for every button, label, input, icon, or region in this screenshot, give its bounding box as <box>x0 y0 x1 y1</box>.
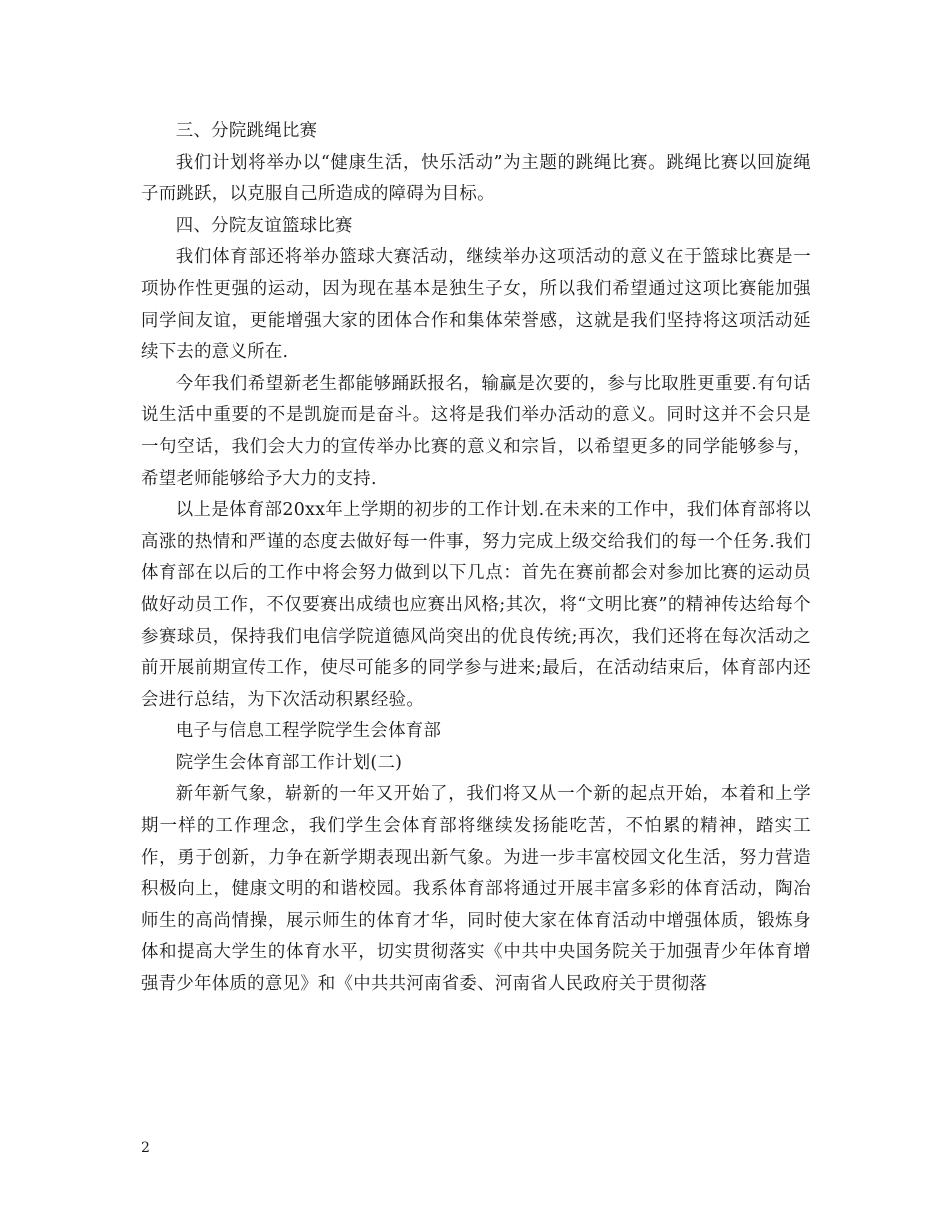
section-heading-basketball: 四、分院友谊篮球比赛 <box>175 215 353 236</box>
signature-department: 电子与信息工程学院学生会体育部 <box>175 721 442 742</box>
section-heading-plan-two: 院学生会体育部工作计划(二) <box>175 752 403 773</box>
paragraph-basketball: 我们体育部还将举办篮球大赛活动，继续举办这项活动的意义在于篮球比赛是一项协作性更强的运动，因为现在基本是独生子女，所以我们希望通过这项比赛能加强同学间友谊，更能增强大家的团体合作和集体荣誉感，这就是我们坚持将这项活动延续下去的意义所在. <box>141 247 811 363</box>
page-number: 2 <box>141 1140 150 1156</box>
paragraph-rope-skipping: 我们计划将举办以“健康生活，快乐活动”为主题的跳绳比赛。跳绳比赛以回旋绳子而跳跃，以克服自己所造成的障碍为目标。 <box>141 152 811 205</box>
paragraph-participation: 今年我们希望新老生都能够踊跃报名，输赢是次要的，参与比取胜更重要.有句话说生活中重要的不是凯旋而是奋斗。这将是我们举办活动的意义。同时这并不会只是一句空话，我们会大力的宣传举办比赛的意义和宗旨，以希望更多的同学能够参与，希望老师能够给予大力的支持. <box>141 373 811 489</box>
paragraph-summary: 以上是体育部20xx年上学期的初步的工作计划.在未来的工作中，我们体育部将以高涨的热情和严谨的态度去做好每一件事，努力完成上级交给我们的每一个任务.我们体育部在以后的工作中将会努力做到以下几点：首先在赛前都会对参加比赛的运动员做好动员工作，不仅要赛出成绩也应赛出风格;其次，将“文明比赛”的精神传达给每个参赛球员，保持我们电信学院道德风尚突出的优良传统;再次，我们还将在每次活动之前开展前期宣传工作，使尽可能多的同学参与进来;最后，在活动结束后，体育部内还会进行总结，为下次活动积累经验。 <box>141 500 811 710</box>
document-body <box>141 116 811 1001</box>
paragraph-new-year: 新年新气象，崭新的一年又开始了，我们将又从一个新的起点开始，本着和上学期一样的工作理念，我们学生会体育部将继续发扬能吃苦，不怕累的精神，踏实工作，勇于创新，力争在新学期表现出新气象。为进一步丰富校园文化生活，努力营造积极向上，健康文明的和谐校园。我系体育部将通过开展丰富多彩的体育活动，陶冶师生的高尚情操，展示师生的体育才华，同时使大家在体育活动中增强体质，锻炼身体和提高大学生的体育水平，切实贯彻落实《中共中央国务院关于加强青少年体育增强青少年体质的意见》和《中共共河南省委、河南省人民政府关于贯彻落 <box>141 784 811 995</box>
section-heading-rope-skipping: 三、分院跳绳比赛 <box>175 121 318 141</box>
